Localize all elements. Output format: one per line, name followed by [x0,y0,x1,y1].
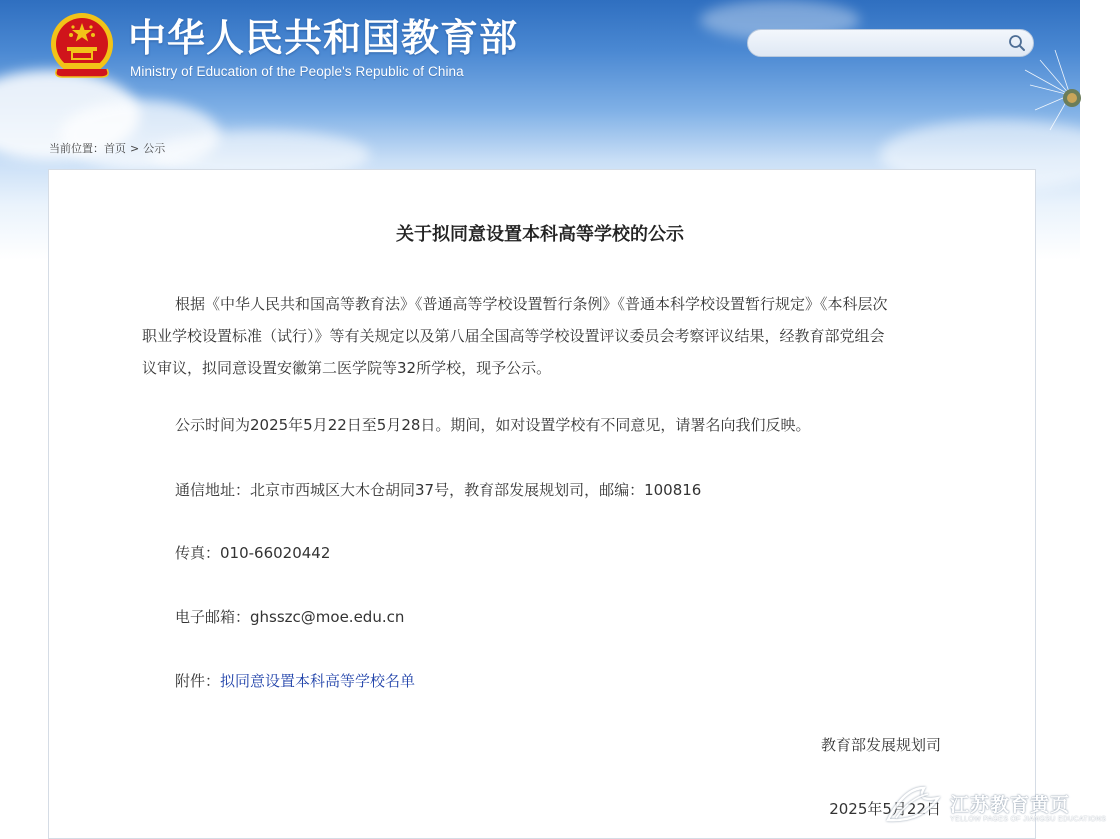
dandelion-decoration [1010,40,1080,140]
intro-line: 议审议，拟同意设置安徽第二医学院等32所学校，现予公示。 [142,359,552,377]
notice-period-text: 公示时间为2025年5月22日至5月28日。期间，如对设置学校有不同意见，请署名向我们反映。 [175,416,811,434]
watermark [880,782,1107,828]
article-title: 关于拟同意设置本科高等学校的公示 [396,224,684,245]
intro-paragraph [142,288,942,384]
breadcrumb-home-link[interactable]: 首页 [104,142,126,155]
intro-line: 职业学校设置标准（试行）》等有关规定以及第八届全国高等学校设置评议委员会考察评议结果，经教育部党组会 [142,327,885,345]
watermark-cn-text: 江苏教育黄页 [950,794,1071,816]
signature-department: 教育部发展规划司 [820,736,941,754]
breadcrumb [49,140,165,156]
watermark-en-text: YELLOW PAGES OF JIANGSU EDUCATIONS [950,816,1107,823]
breadcrumb-prefix: 当前位置： [49,142,104,155]
breadcrumb-notice-link[interactable]: 公示 [143,142,166,155]
attachment-link[interactable]: 拟同意设置本科高等学校名单 [220,672,416,690]
signature-date: 2025年5月22日 [829,800,941,818]
watermark-logo-icon [880,782,946,828]
mailing-address-text: 通信地址：北京市西城区大木仓胡同37号，教育部发展规划司，邮编：100816 [175,481,702,499]
fax-text: 传真：010-66020442 [175,544,331,562]
national-emblem-icon [49,11,115,81]
search-box[interactable] [747,29,1034,57]
attachment-line [175,670,415,692]
intro-line: 根据《中华人民共和国高等教育法》《普通高等学校设置暂行条例》《普通本科学校设置暂行规定》《本科层次 [175,295,888,313]
search-input[interactable] [760,34,1004,54]
site-title[interactable]: 中华人民共和国教育部 [128,16,519,60]
attachment-label: 附件： [175,672,221,690]
email-text: 电子邮箱：ghsszc@moe.edu.cn [175,608,405,626]
breadcrumb-separator: > [130,142,140,155]
site-subtitle: Ministry of Education of the People's Republic of China [130,64,464,79]
